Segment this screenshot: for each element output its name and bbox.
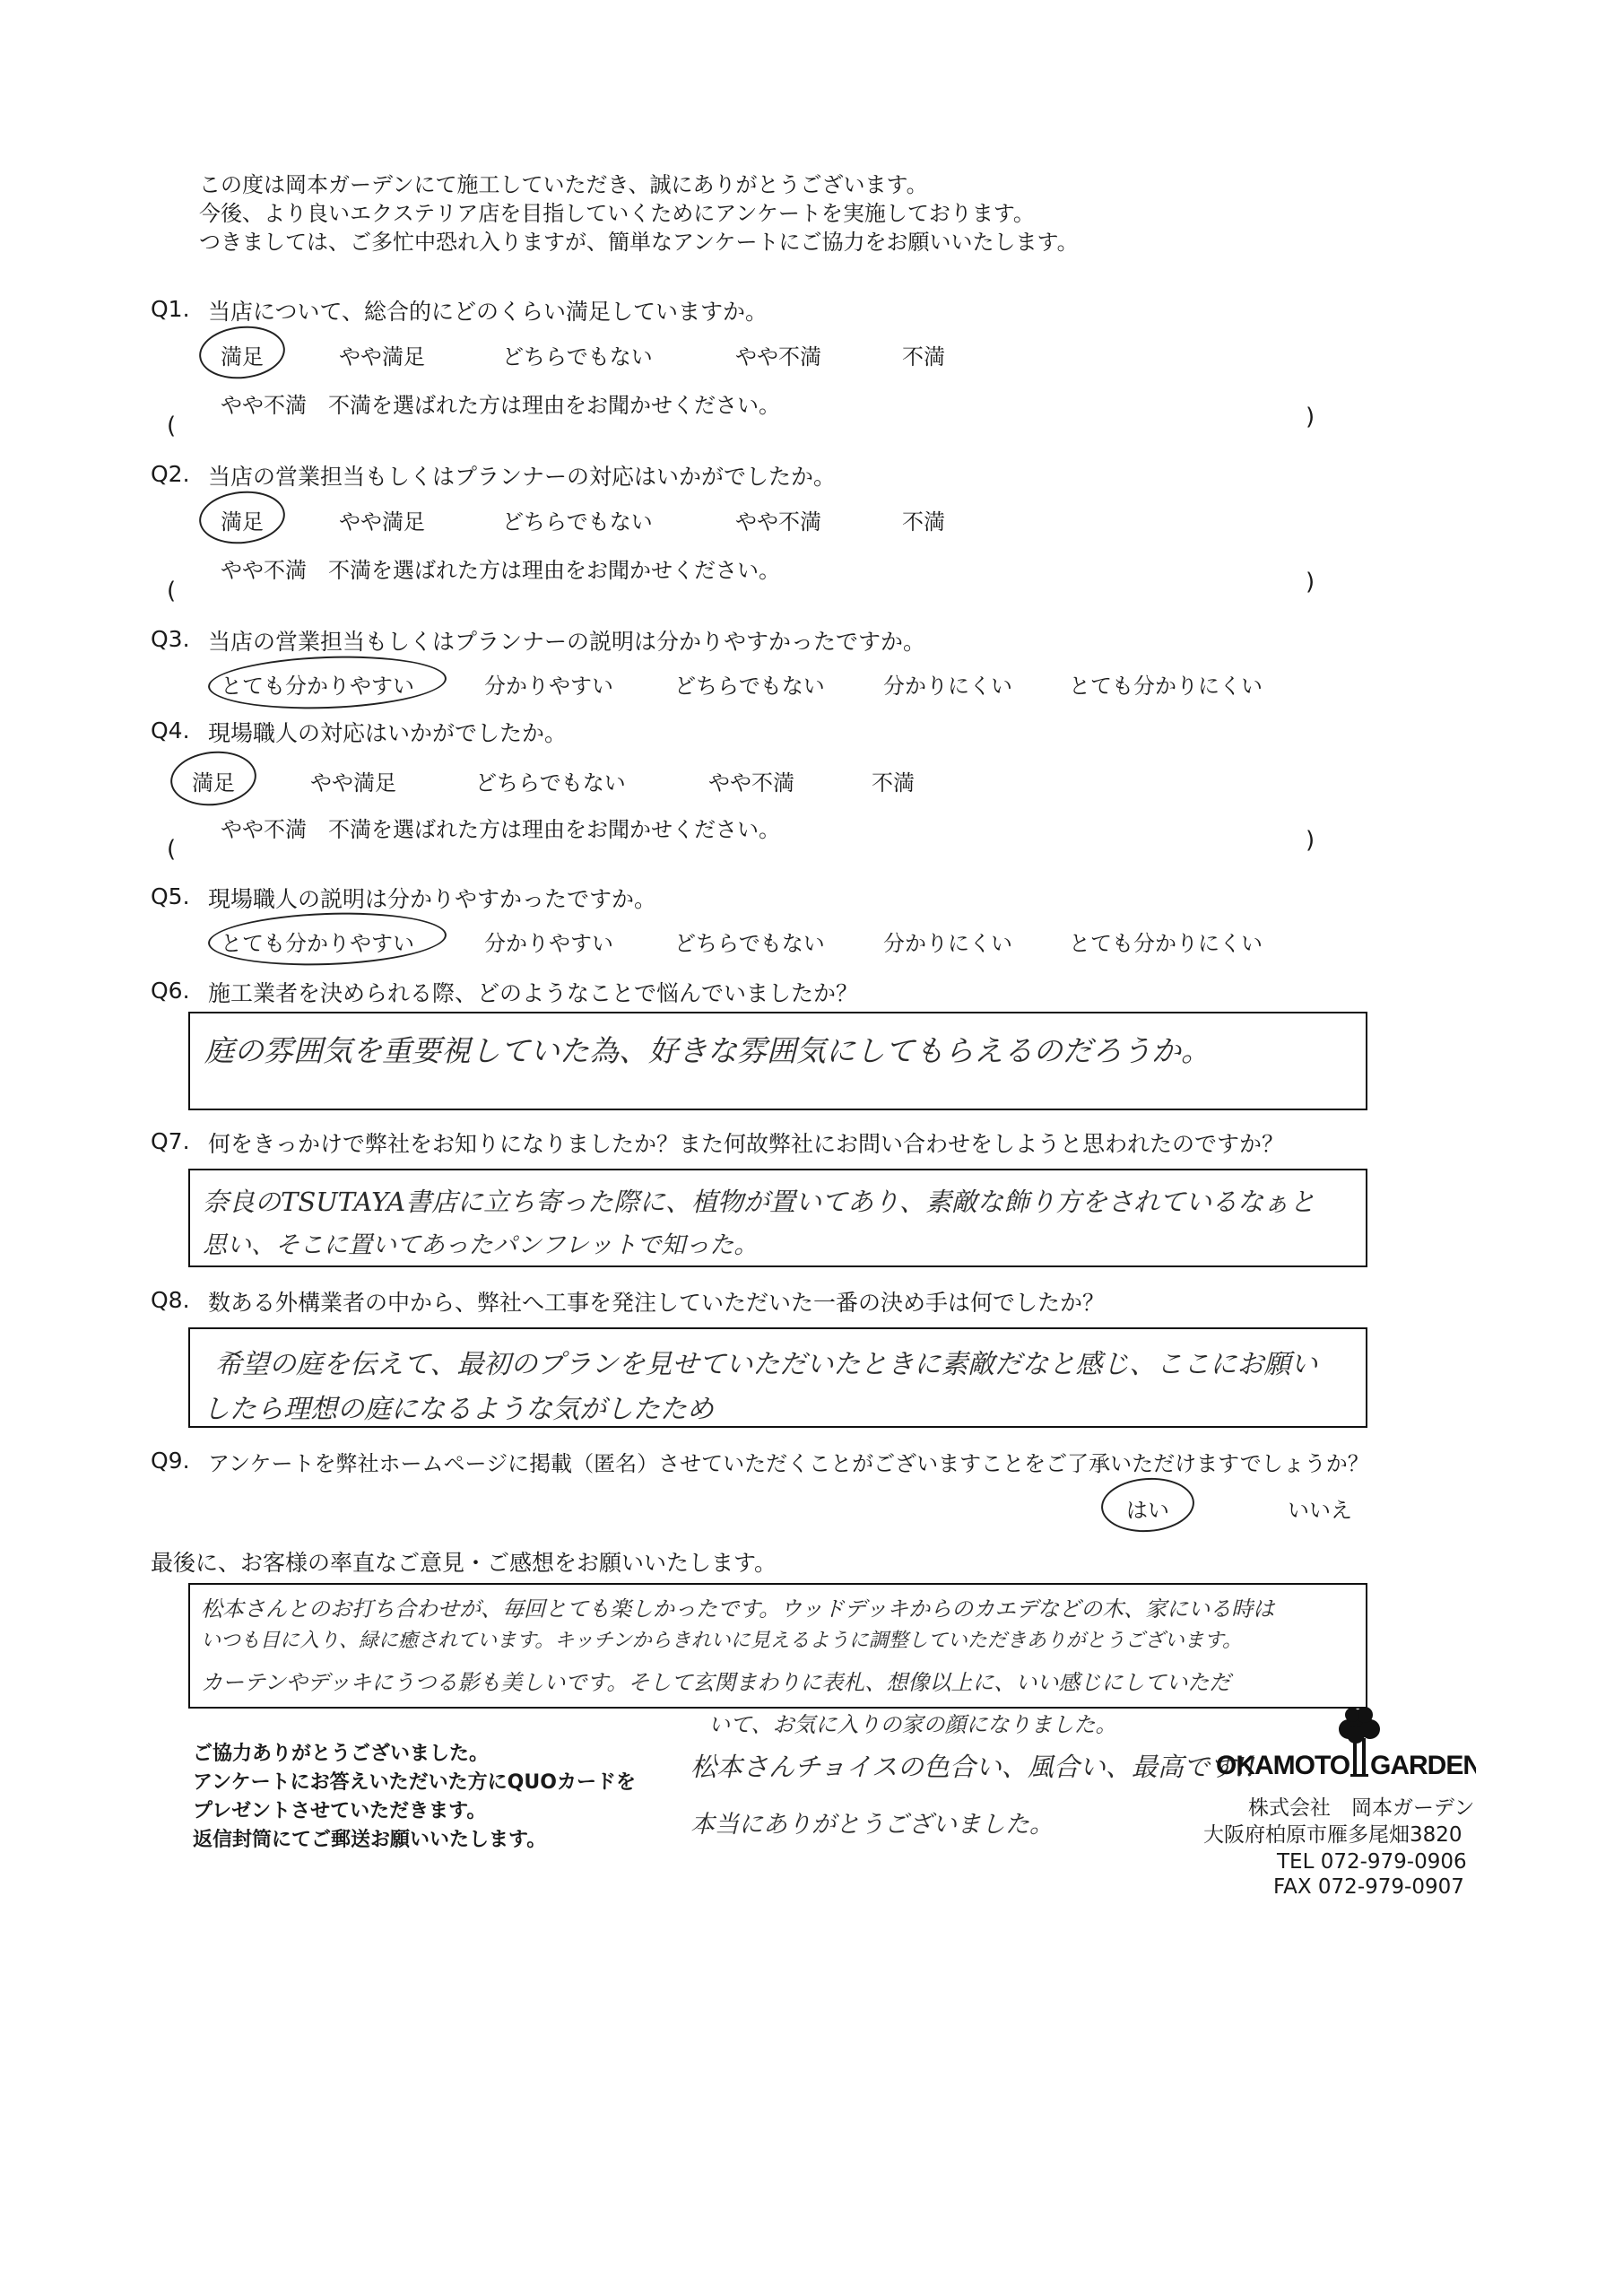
- q5-number: Q5.: [151, 883, 190, 909]
- thanks-line: ご協力ありがとうございました。: [193, 1743, 490, 1765]
- thanks-line: 返信封筒にてご郵送お願いいたします。: [193, 1829, 547, 1851]
- q1-paren-close: ): [1306, 404, 1315, 430]
- q3-text: 当店の営業担当もしくはプランナーの説明は分かりやすかったですか。: [208, 629, 926, 655]
- q6-text: 施工業者を決められる際、どのようなことで悩んでいましたか？: [208, 980, 859, 1006]
- intro-line: 今後、より良いエクステリア店を目指していくためにアンケートを実施しております。: [199, 201, 1035, 226]
- intro-line: この度は岡本ガーデンにて施工していただき、誠にありがとうございます。: [199, 172, 928, 197]
- q1-reason-prompt: やや不満 不満を選ばれた方は理由をお聞かせください。: [221, 393, 780, 418]
- q4-paren-close: ): [1306, 827, 1315, 854]
- intro-text: [199, 170, 1079, 257]
- q1-paren-open: (: [167, 413, 177, 439]
- q3-option-wakari[interactable]: 分かりやすい: [484, 674, 613, 699]
- tree-logo-icon: [1216, 1704, 1476, 1779]
- q2-selection-circle: [196, 487, 288, 548]
- thanks-note: [193, 1740, 636, 1855]
- q7-answer-line: 思い、そこに置いてあったパンフレットで知った。: [203, 1231, 759, 1259]
- q3-option-dochira[interactable]: どちらでもない: [674, 674, 825, 699]
- q1-option-yaya-fuman[interactable]: やや不満: [735, 344, 821, 370]
- q9-selection-circle: [1099, 1474, 1196, 1535]
- q3-option-totemo-wakari[interactable]: とても分かりやすい: [221, 674, 414, 699]
- q4-option-yaya-manzoku[interactable]: やや満足: [310, 770, 396, 796]
- q5-selection-circle: [207, 909, 447, 969]
- q2-option-fuman[interactable]: 不満: [902, 509, 945, 535]
- q2-option-yaya-manzoku[interactable]: やや満足: [339, 509, 425, 535]
- q4-option-dochira[interactable]: どちらでもない: [475, 770, 626, 796]
- final-answer-line: いつも目に入り、緑に癒されています。キッチンからきれいに見えるように調整していただきありがとうございます。: [201, 1630, 1242, 1652]
- q3-option-totemo-wakarinikui[interactable]: とても分かりにくい: [1069, 674, 1263, 699]
- q4-text: 現場職人の対応はいかがでしたか。: [208, 720, 568, 746]
- q3-option-wakarinikui[interactable]: 分かりにくい: [883, 674, 1012, 699]
- q5-option-totemo-wakari[interactable]: とても分かりやすい: [221, 931, 414, 956]
- q9-option-iie[interactable]: いいえ: [1288, 1498, 1352, 1523]
- q7-answer-line: 奈良のTSUTAYA書店に立ち寄った際に、植物が置いてあり、素敵な飾り方をされているなぁと: [203, 1187, 1316, 1217]
- thanks-line: アンケートにお答えいただいた方にQUOカードを: [193, 1771, 636, 1794]
- q1-option-yaya-manzoku[interactable]: やや満足: [339, 344, 425, 370]
- q3-selection-circle: [207, 652, 447, 712]
- q2-text: 当店の営業担当もしくはプランナーの対応はいかがでしたか。: [208, 464, 837, 490]
- company-logo: [1216, 1704, 1476, 1779]
- q9-number: Q9.: [151, 1448, 190, 1474]
- q7-number: Q7.: [151, 1128, 190, 1154]
- q2-number: Q2.: [151, 461, 190, 487]
- final-answer-line: 松本さんチョイスの色合い、風合い、最高です!!: [690, 1752, 1257, 1782]
- final-answer-line: いて、お気に入りの家の顔になりました。: [708, 1712, 1117, 1737]
- q1-option-manzoku[interactable]: 満足: [221, 344, 264, 370]
- q8-answer-line: 希望の庭を伝えて、最初のプランを見せていただいたときに素敵だなと感じ、ここにお願い: [215, 1349, 1318, 1380]
- q5-text: 現場職人の説明は分かりやすかったですか。: [208, 886, 657, 912]
- q6-answer-line: 庭の雰囲気を重要視していた為、好きな雰囲気にしてもらえるのだろうか。: [204, 1033, 1211, 1068]
- q4-selection-circle: [168, 747, 259, 810]
- q4-reason-prompt: やや不満 不満を選ばれた方は理由をお聞かせください。: [221, 817, 780, 842]
- q9-text: アンケートを弊社ホームページに掲載（匿名）させていただくことがございますことをご了承いただけますでしょうか？: [208, 1451, 1369, 1476]
- company-fax: FAX 072-979-0907: [1273, 1875, 1464, 1899]
- q5-option-wakari[interactable]: 分かりやすい: [484, 931, 613, 956]
- q5-option-totemo-wakarinikui[interactable]: とても分かりにくい: [1069, 931, 1263, 956]
- final-answer-line: カーテンやデッキにうつる影も美しいです。そして玄関まわりに表札、想像以上に、いい感じにしていただ: [201, 1670, 1231, 1695]
- q2-option-yaya-fuman[interactable]: やや不満: [735, 509, 821, 535]
- q1-option-fuman[interactable]: 不満: [902, 344, 945, 370]
- q8-answer-line: したら理想の庭になるような気がしたため: [203, 1394, 714, 1425]
- q2-option-dochira[interactable]: どちらでもない: [502, 509, 653, 535]
- company-tel: TEL 072-979-0906: [1277, 1850, 1467, 1874]
- q4-option-yaya-fuman[interactable]: やや不満: [708, 770, 794, 796]
- company-address: 大阪府柏原市雁多尾畑3820: [1203, 1823, 1462, 1847]
- q8-number: Q8.: [151, 1287, 190, 1313]
- q4-option-manzoku[interactable]: 満足: [192, 770, 235, 796]
- thanks-line: プレゼントさせていただきます。: [193, 1800, 487, 1822]
- q1-option-dochira[interactable]: どちらでもない: [502, 344, 653, 370]
- logo-word-left: OKAMOTO: [1216, 1751, 1350, 1779]
- q9-option-hai[interactable]: はい: [1126, 1498, 1169, 1523]
- q2-paren-close: ): [1306, 569, 1315, 596]
- q5-option-wakarinikui[interactable]: 分かりにくい: [883, 931, 1012, 956]
- q4-number: Q4.: [151, 718, 190, 744]
- final-answer-line: 松本さんとのお打ち合わせが、毎回とても楽しかったです。ウッドデッキからのカエデなどの木、家にいる時は: [201, 1596, 1275, 1622]
- company-name: 株式会社 岡本ガーデン: [1248, 1796, 1475, 1820]
- q1-text: 当店について、総合的にどのくらい満足していますか。: [208, 299, 768, 325]
- q7-text: 何をきっかけで弊社をお知りになりましたか？また何故弊社にお問い合わせをしようと思われたのですか？: [208, 1131, 1285, 1157]
- q1-selection-circle: [196, 322, 288, 383]
- q4-option-fuman[interactable]: 不満: [872, 770, 915, 796]
- logo-word-right: GARDEN: [1370, 1751, 1476, 1779]
- intro-line: つきましては、ご多忙中恐れ入りますが、簡単なアンケートにご協力をお願いいたします。: [199, 230, 1079, 255]
- q4-paren-open: (: [167, 836, 177, 863]
- q6-number: Q6.: [151, 978, 190, 1004]
- final-prompt: 最後に、お客様の率直なご意見・ご感想をお願いいたします。: [151, 1550, 777, 1576]
- q1-number: Q1.: [151, 296, 190, 322]
- q2-option-manzoku[interactable]: 満足: [221, 509, 264, 535]
- q2-paren-open: (: [167, 578, 177, 604]
- q3-number: Q3.: [151, 626, 190, 652]
- final-answer-line: 本当にありがとうございました。: [690, 1811, 1054, 1839]
- q5-option-dochira[interactable]: どちらでもない: [674, 931, 825, 956]
- q2-reason-prompt: やや不満 不満を選ばれた方は理由をお聞かせください。: [221, 558, 780, 583]
- q8-text: 数ある外構業者の中から、弊社へ工事を発注していただいた一番の決め手は何でしたか？: [208, 1290, 1106, 1316]
